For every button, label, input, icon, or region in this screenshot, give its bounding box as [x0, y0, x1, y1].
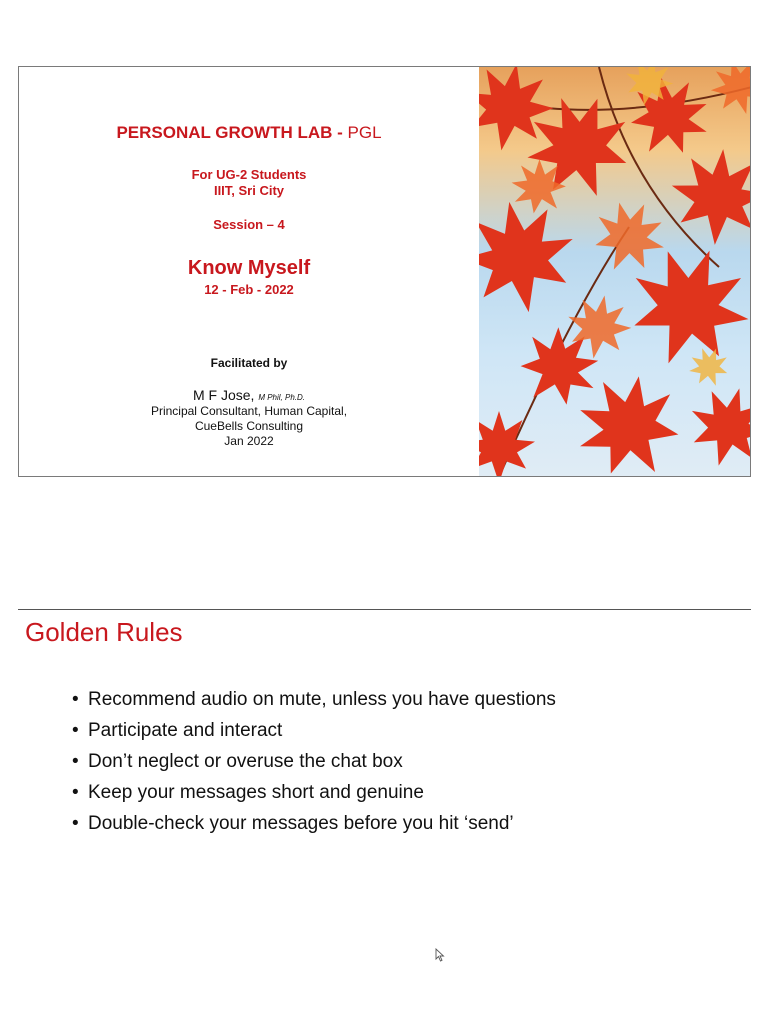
title-slide	[18, 66, 751, 477]
facilitated-by-label: Facilitated by	[210, 356, 288, 370]
list-item: • Double-check your messages before you hit ‘send’	[72, 813, 514, 834]
list-item: • Keep your messages short and genuine	[72, 782, 424, 803]
list-item: • Recommend audio on mute, unless you have questions	[72, 689, 556, 710]
session-label: Session – 4	[213, 217, 285, 232]
presenter-role: Principal Consultant, Human Capital,	[150, 404, 348, 418]
presenter-name: M F Jose, M Phil, Ph.D.	[192, 387, 306, 403]
presenter-date: Jan 2022	[224, 434, 274, 448]
session-date: 12 - Feb - 2022	[204, 282, 294, 297]
golden-rules-title: Golden Rules	[25, 617, 183, 647]
mouse-pointer-icon	[435, 948, 445, 962]
audience-line-1: For UG-2 Students	[191, 167, 307, 182]
presenter-org: CueBells Consulting	[194, 419, 304, 433]
title-slide-text	[19, 67, 479, 476]
golden-rules-list	[72, 686, 556, 841]
list-item: • Participate and interact	[72, 720, 283, 741]
list-item: • Don’t neglect or overuse the chat box	[72, 751, 403, 772]
autumn-maple-leaves-image	[479, 67, 751, 477]
audience-line-2: IIIT, Sri City	[213, 183, 285, 198]
topic-title: Know Myself	[187, 257, 311, 279]
slide-divider	[18, 609, 751, 610]
lab-title: PERSONAL GROWTH LAB - PGL	[116, 123, 382, 142]
